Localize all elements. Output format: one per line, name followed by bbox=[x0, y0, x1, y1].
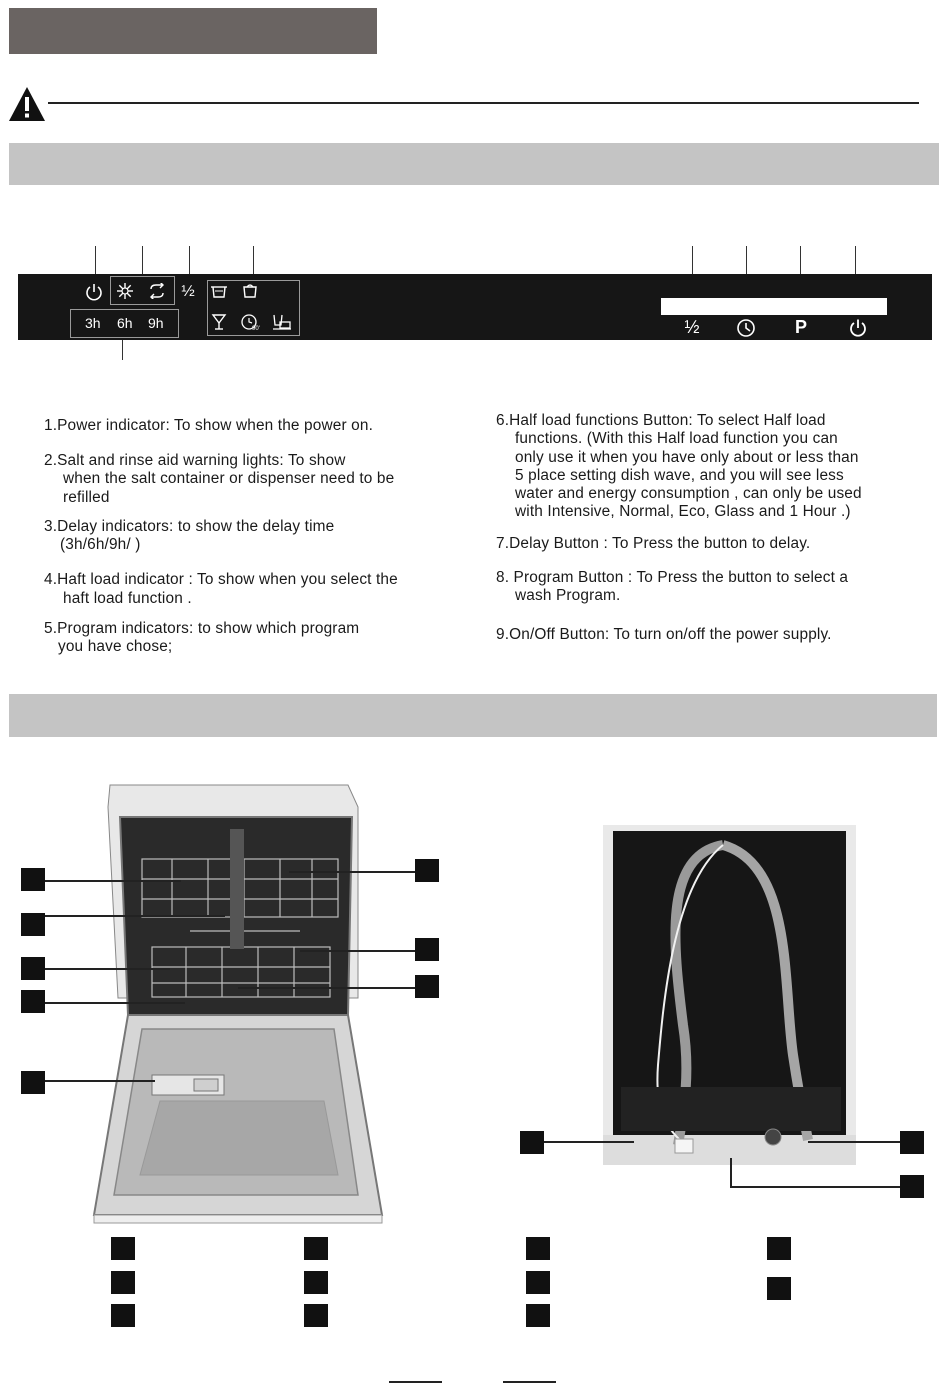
glass-icon bbox=[211, 314, 227, 330]
section-header-components bbox=[9, 694, 937, 737]
desc-text: water and energy consumption , can only be used bbox=[515, 485, 862, 503]
legend-marker bbox=[304, 1271, 328, 1294]
rinse-aid-icon bbox=[148, 283, 166, 299]
callout-line bbox=[238, 987, 415, 989]
callout-line bbox=[45, 1080, 155, 1082]
desc-text: 5 place setting dish wave, and you will see less bbox=[515, 466, 844, 484]
desc-text: 5.Program indicators: to show which program bbox=[44, 620, 360, 638]
salt-icon bbox=[116, 282, 134, 300]
desc-item-7 bbox=[496, 535, 936, 553]
legend-marker bbox=[526, 1304, 550, 1327]
desc-text: wash Program. bbox=[515, 587, 621, 605]
power-icon bbox=[84, 282, 104, 302]
desc-text: when the salt container or dispenser need to be bbox=[63, 470, 395, 488]
desc-text: only use it when you have only about or less than bbox=[515, 448, 859, 466]
delay-6h-indicator: 6h bbox=[117, 315, 133, 331]
desc-item-6 bbox=[496, 412, 936, 522]
callout-marker bbox=[21, 957, 45, 980]
footer-rule bbox=[389, 1381, 442, 1383]
delay-3h-indicator: 3h bbox=[85, 315, 101, 331]
desc-item-8 bbox=[496, 569, 936, 606]
page-title-bar bbox=[9, 8, 377, 54]
desc-item-3 bbox=[44, 518, 474, 555]
delay-9h-indicator: 9h bbox=[148, 315, 164, 331]
warning-rule bbox=[48, 102, 919, 104]
callout-line bbox=[45, 1002, 185, 1004]
desc-text: with Intensive, Normal, Eco, Glass and 1 Hour .) bbox=[515, 503, 851, 521]
legend-marker bbox=[304, 1304, 328, 1327]
program-button[interactable]: P bbox=[794, 317, 807, 337]
desc-text: you have chose; bbox=[58, 638, 173, 656]
desc-text: functions. (With this Half load function you can bbox=[515, 430, 838, 448]
legend-marker bbox=[111, 1237, 135, 1260]
desc-item-9 bbox=[496, 626, 936, 644]
one-hour-icon bbox=[241, 313, 261, 331]
normal-icon bbox=[242, 283, 258, 299]
dishwasher-back-photo bbox=[603, 825, 856, 1165]
callout-marker bbox=[21, 913, 45, 936]
desc-text: 7.Delay Button : To Press the button to delay. bbox=[496, 534, 811, 552]
callout-marker bbox=[21, 1071, 45, 1094]
legend-marker bbox=[767, 1277, 791, 1300]
footer-rule bbox=[503, 1381, 556, 1383]
callout-marker bbox=[415, 859, 439, 882]
callout-marker bbox=[900, 1131, 924, 1154]
leader-line-3 bbox=[122, 338, 123, 360]
desc-text: (3h/6h/9h/ ) bbox=[60, 536, 141, 554]
callout-line bbox=[289, 871, 415, 873]
callout-marker bbox=[415, 975, 439, 998]
legend-marker bbox=[767, 1237, 791, 1260]
half-load-button[interactable]: ½ bbox=[684, 317, 700, 337]
desc-text: 4.Haft load indicator : To show when you select the bbox=[44, 571, 398, 589]
on-off-button-power-icon[interactable] bbox=[848, 318, 868, 338]
callout-line bbox=[45, 915, 225, 917]
legend-marker bbox=[111, 1271, 135, 1294]
desc-item-5 bbox=[44, 620, 474, 657]
svg-text:90': 90' bbox=[252, 326, 260, 331]
legend-marker bbox=[526, 1237, 550, 1260]
desc-text: 2.Salt and rinse aid warning lights: To show bbox=[44, 452, 346, 469]
desc-text: 6.Half load functions Button: To select Half load bbox=[496, 412, 826, 429]
section-header-control-panel bbox=[9, 143, 939, 185]
desc-left-column bbox=[44, 417, 474, 657]
callout-line bbox=[45, 880, 181, 882]
dishwasher-front-photo bbox=[90, 783, 386, 1225]
callout-marker bbox=[21, 990, 45, 1013]
desc-right-column bbox=[496, 412, 936, 644]
desc-text: refilled bbox=[63, 488, 110, 506]
desc-item-1 bbox=[44, 417, 474, 435]
desc-text: 8. Program Button : To Press the button to select a bbox=[496, 569, 849, 587]
panel-display-strip bbox=[661, 298, 887, 315]
desc-text: 3.Delay indicators: to show the delay time bbox=[44, 517, 335, 535]
warning-icon bbox=[8, 86, 46, 122]
legend-marker bbox=[111, 1304, 135, 1327]
callout-line bbox=[730, 1158, 732, 1187]
legend-marker bbox=[304, 1237, 328, 1260]
desc-item-2 bbox=[44, 452, 474, 507]
intensive-icon bbox=[211, 284, 227, 299]
callout-line bbox=[730, 1186, 900, 1188]
callout-marker bbox=[520, 1131, 544, 1154]
delay-button-clock-icon[interactable] bbox=[736, 318, 756, 338]
callout-line bbox=[808, 1141, 900, 1143]
callout-line bbox=[45, 968, 170, 970]
callout-line bbox=[300, 950, 415, 952]
callout-line bbox=[544, 1141, 634, 1143]
callout-marker bbox=[415, 938, 439, 961]
half-load-indicator: ½ bbox=[181, 283, 195, 300]
eco-icon bbox=[272, 313, 292, 331]
desc-text: 1.Power indicator: To show when the power on. bbox=[44, 417, 373, 434]
legend-marker bbox=[526, 1271, 550, 1294]
desc-text: 9.On/Off Button: To turn on/off the power supply. bbox=[496, 625, 832, 643]
callout-marker bbox=[900, 1175, 924, 1198]
callout-marker bbox=[21, 868, 45, 891]
desc-item-4 bbox=[44, 571, 474, 608]
desc-text: haft load function . bbox=[63, 589, 192, 607]
